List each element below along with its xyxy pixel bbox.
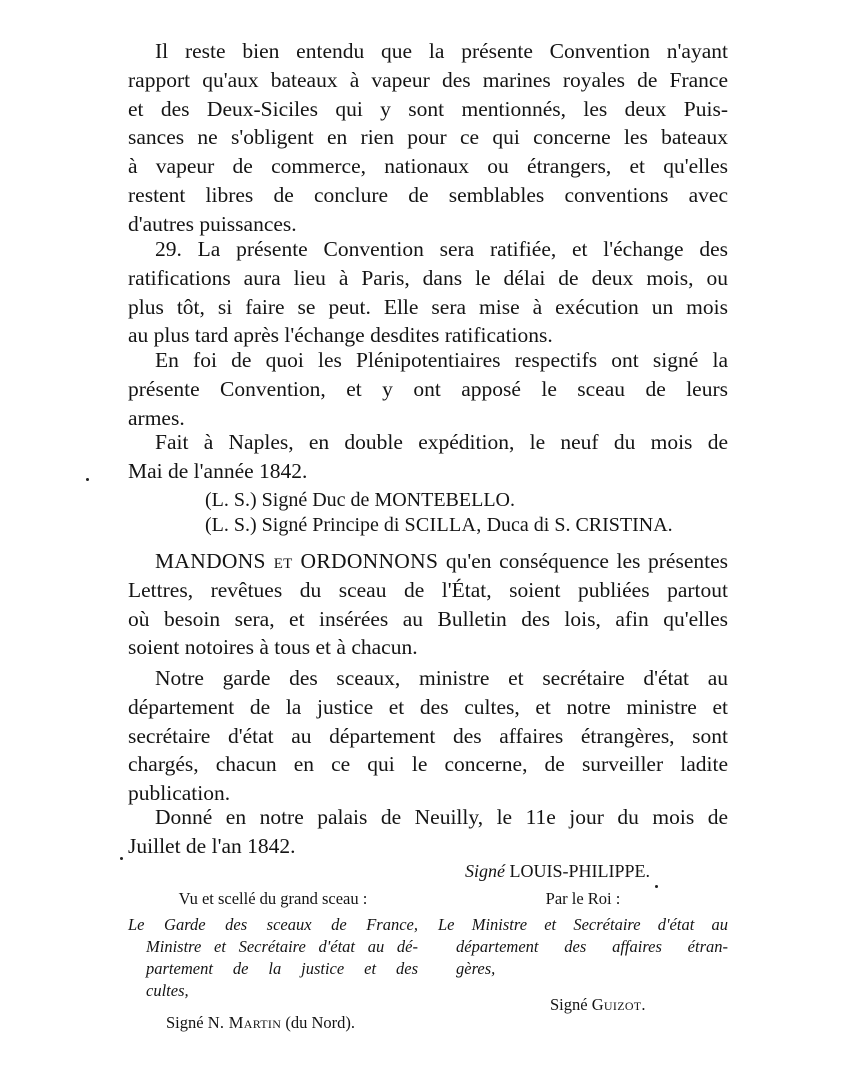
signe-label: Signé <box>166 1013 204 1032</box>
mandons-line-text: qu'en conséquence les présentes <box>445 549 728 573</box>
text-line: Fait à Naples, en double expédition, le neuf du mois de <box>155 430 728 454</box>
text-line: Le Ministre et Secrétaire d'état au <box>438 915 728 934</box>
text-line: où besoin sera, et insérées au Bulletin des lois, afin qu'elles <box>128 606 728 631</box>
signatory-title: Duc de <box>312 489 370 511</box>
paragraph-notre-garde <box>128 664 728 808</box>
signature-scilla <box>205 512 673 538</box>
text-line: ratifications aura lieu à Paris, dans le délai de deux mois, ou <box>128 265 728 290</box>
signatory-name: MONTEBELLO. <box>374 489 515 511</box>
text-line: armes. <box>128 405 185 430</box>
paragraph-mandons <box>128 547 728 662</box>
paragraph-donne <box>128 803 728 861</box>
paragraph-en-foi <box>128 346 728 432</box>
signatory-suffix: (du Nord). <box>285 1013 355 1032</box>
text-line: 29. La présente Convention sera ratifiée, et l'échange des <box>155 237 728 261</box>
text-line: secrétaire d'état au département des affaires étrangères, sont <box>128 723 728 748</box>
text-line: publication. <box>128 781 231 806</box>
text-line: rapport qu'aux bateaux à vapeur des marines royales de France <box>128 67 728 92</box>
signatory-name: N. Martin <box>207 1013 282 1032</box>
right-countersign-column <box>438 888 728 1016</box>
signatory-name: Guizot. <box>591 995 646 1014</box>
seal-mark: (L. S.) <box>205 514 257 536</box>
left-countersign-column <box>128 888 418 1034</box>
right-signatory <box>438 994 728 1016</box>
text-line: Donné en notre palais de Neuilly, le 11e jour du mois de <box>155 805 728 829</box>
signe-label: Signé <box>550 995 588 1014</box>
text-line: et des Deux-Siciles qui y sont mentionnés, les deux Puis- <box>128 96 728 121</box>
text-line: chargés, chacun en ce qui le concerne, de surveiller ladite <box>128 752 728 777</box>
paragraph-convention-scope <box>128 37 728 239</box>
text-line: d'autres puissances. <box>128 211 297 236</box>
text-line: Ministre et Secrétaire d'état au dé- <box>146 937 418 956</box>
text-line: présente Convention, et y ont apposé le sceau de leurs <box>128 376 728 401</box>
text-line: restent libres de conclure de semblables conventions avec <box>128 182 728 207</box>
scan-speck <box>655 885 658 888</box>
text-line: soient notoires à tous et à chacun. <box>128 635 418 660</box>
seal-mark: (L. S.) <box>205 489 257 511</box>
text-line: département des affaires étran- <box>456 937 728 956</box>
text-line: gères, <box>456 959 496 978</box>
signatory-title: Principe di <box>312 514 400 536</box>
signe-label: Signé <box>261 514 308 536</box>
signature-montebello <box>205 487 515 513</box>
scan-speck <box>86 478 89 481</box>
text-line: En foi de quoi les Plénipotentiaires respectifs ont signé la <box>155 348 728 372</box>
signatory-name: SCILLA, <box>404 514 482 536</box>
text-line: Le Garde des sceaux de France, <box>128 915 418 934</box>
text-line: partement de la justice et des <box>146 959 418 978</box>
text-line: Lettres, revêtues du sceau de l'État, soient publiées partout <box>128 577 728 602</box>
column-header: Vu et scellé du grand sceau : <box>178 889 368 908</box>
signatory-title-rest: Duca di S. CRISTINA. <box>486 514 673 536</box>
text-line: Juillet de l'an 1842. <box>128 833 296 858</box>
text-line: sances ne s'obligent en rien pour ce qui concerne les bateaux <box>128 125 728 150</box>
scan-speck <box>120 857 123 860</box>
signe-label: Signé <box>261 489 308 511</box>
column-header: Par le Roi : <box>545 889 621 908</box>
left-signatory <box>128 1012 418 1034</box>
text-line: cultes, <box>146 981 189 1000</box>
text-line <box>128 547 728 576</box>
text-line: Il reste bien entendu que la présente Convention n'ayant <box>155 39 728 63</box>
text-line: plus tôt, si faire se peut. Elle sera mise à exécution un mois <box>128 294 728 319</box>
text-line: département de la justice et des cultes, et notre ministre et <box>128 694 728 719</box>
king-name: LOUIS-PHILIPPE. <box>509 861 651 881</box>
text-line: Mai de l'année 1842. <box>128 458 308 483</box>
text-line: à vapeur de commerce, nationaux ou étrangers, et qu'elles <box>128 154 728 179</box>
text-line: au plus tard après l'échange desdites ratifications. <box>128 323 553 348</box>
paragraph-article-29 <box>128 235 728 350</box>
king-signature <box>465 858 650 884</box>
mandons-lead: MANDONS et ORDONNONS <box>155 549 439 573</box>
text-line: Notre garde des sceaux, ministre et secrétaire d'état au <box>155 666 728 690</box>
paragraph-fait-a-naples <box>128 428 728 486</box>
signe-label: Signé <box>465 861 505 881</box>
